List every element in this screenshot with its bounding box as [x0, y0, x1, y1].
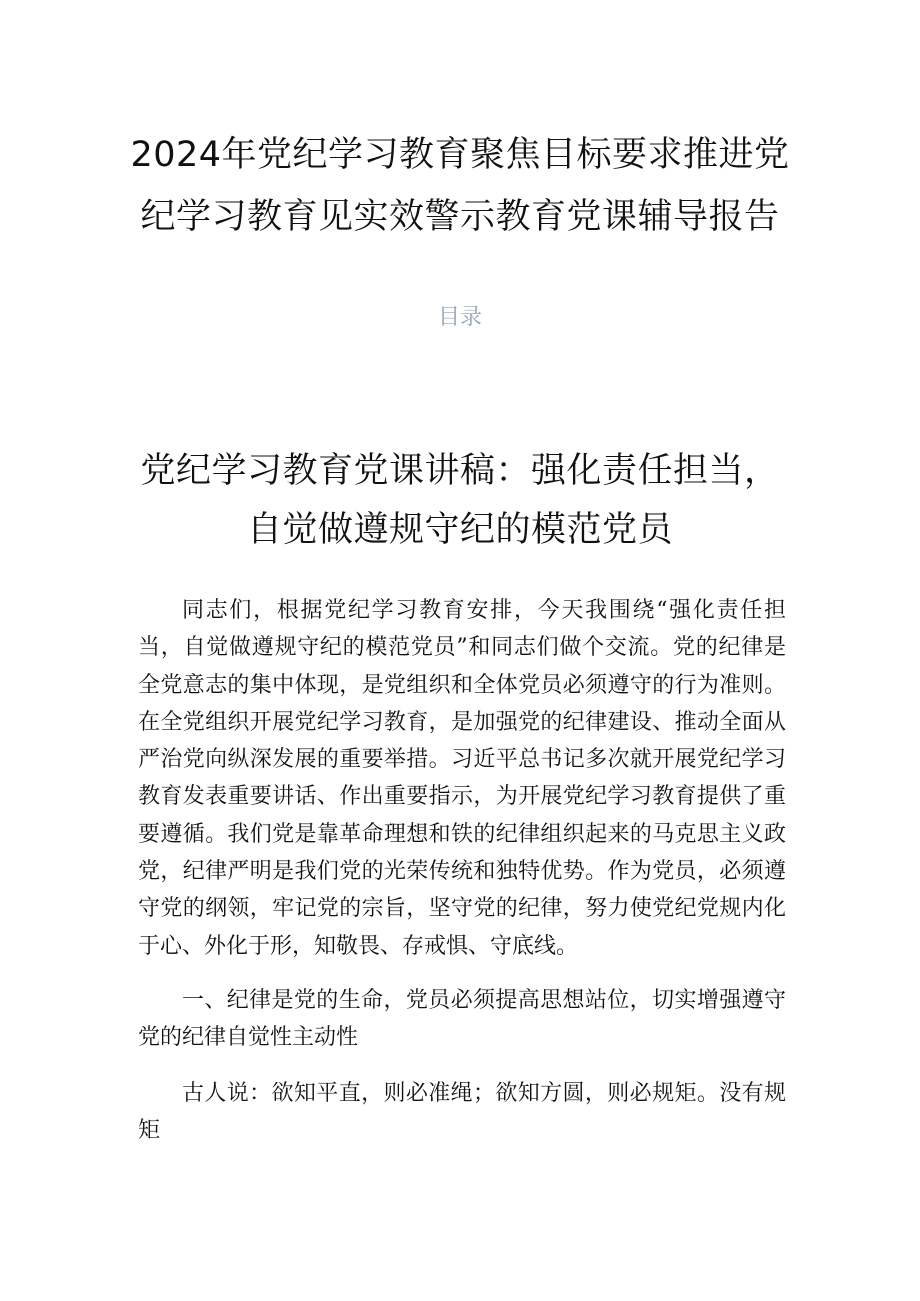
body-paragraph: 古人说：欲知平直，则必准绳；欲知方圆，则必规矩。没有规矩 — [138, 1080, 786, 1143]
document-title-line-2: 纪学习教育见实效警示教育党课辅导报告 — [140, 197, 780, 237]
intro-paragraph: 同志们，根据党纪学习教育安排，今天我围绕“强化责任担当，自觉做遵规守纪的模范党员”和同志们做个交流。党的纪律是全党意志的集中体现，是党组织和全体党员必须遵守的行为准则。在全党组织开展党纪学习教育，是加强党的纪律建设、推动全面从严治党向纵深发展的重要举措。习近平总书记多次就开展党纪学习教育发表重要讲话、作出重要指示，为开展党纪学习教育提供了重要遵循。我们党是靠革命理想和铁的纪律组织起来的马克思主义政党，纪律严明是我们党的光荣传统和独特优势。作为党员，必须遵守党的纲领，牢记党的宗旨，坚守党的纪律，努力使党纪党规内化于心、外化于形，知敬畏、存戒惧、守底线。 — [138, 598, 786, 959]
document-title — [0, 124, 920, 248]
section-heading-1: 一、纪律是党的生命，党员必须提高思想站位，切实增强遵守党的纪律自觉性主动性 — [138, 987, 786, 1051]
document-title-line-1: 2024年党纪学习教育聚焦目标要求推进党 — [130, 135, 790, 175]
speech-title — [0, 442, 920, 560]
table-of-contents-label: 目录 — [437, 305, 482, 330]
speech-title-line-1: 党纪学习教育党课讲稿：强化责任担当， — [140, 451, 780, 491]
speech-title-line-2: 自觉做遵规守纪的模范党员 — [246, 510, 673, 550]
speech-body — [138, 592, 786, 1149]
